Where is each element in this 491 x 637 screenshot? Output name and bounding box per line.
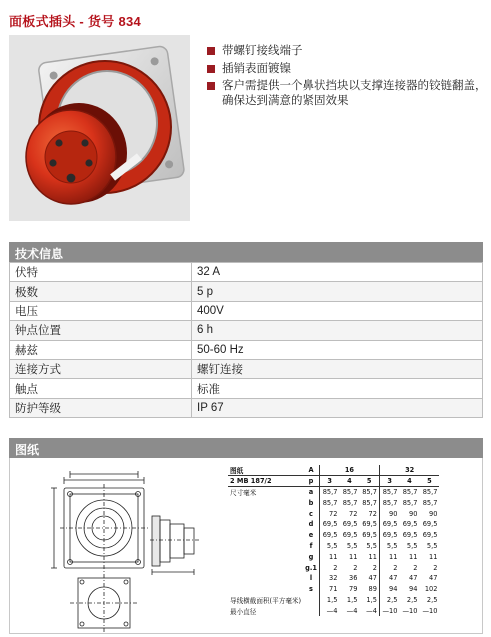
dim-row-label: 导线横截面积(平方毫米) bbox=[230, 596, 302, 605]
spec-value: 6 h bbox=[192, 321, 483, 340]
dim-cell: 5,5 bbox=[379, 541, 399, 552]
dim-header-label: 图纸 bbox=[228, 465, 303, 476]
dim-cell: 47 bbox=[429, 574, 438, 583]
dim-row-sym: g bbox=[308, 552, 314, 561]
dim-model: 2 MB 187/2 bbox=[228, 476, 303, 487]
page-title: 面板式插头 - 货号 834 bbox=[9, 14, 142, 29]
spec-value: 32 A bbox=[192, 263, 483, 282]
dim-cell: 1,5 bbox=[319, 595, 339, 606]
table-row bbox=[10, 321, 483, 340]
table-row bbox=[10, 263, 483, 282]
table-row bbox=[228, 530, 439, 541]
dim-cell: 85,7 bbox=[342, 488, 358, 497]
dim-cell: 47 bbox=[409, 574, 418, 583]
dim-pole: 3 bbox=[319, 476, 339, 487]
table-row bbox=[10, 282, 483, 301]
dim-cell: 47 bbox=[368, 574, 377, 583]
dim-row-sym: f bbox=[309, 541, 313, 550]
dim-cell: 2 bbox=[353, 563, 358, 572]
dim-row-label bbox=[228, 497, 303, 508]
dim-cell: 94 bbox=[379, 584, 399, 595]
table-row bbox=[228, 487, 439, 498]
spec-key: 电压 bbox=[10, 301, 192, 320]
table-row bbox=[228, 605, 439, 616]
dim-row-label bbox=[228, 541, 303, 552]
dim-row-sym: a bbox=[308, 488, 314, 497]
dim-cell: 85,7 bbox=[362, 498, 377, 507]
dim-row-sym: b bbox=[308, 498, 314, 507]
spec-value: 50-60 Hz bbox=[192, 340, 483, 359]
spec-value: 400V bbox=[192, 301, 483, 320]
spec-value: 5 p bbox=[192, 282, 483, 301]
table-row bbox=[10, 340, 483, 359]
feature-item bbox=[207, 79, 487, 108]
dim-cell: 71 bbox=[319, 584, 339, 595]
dim-cell: 85,7 bbox=[362, 488, 377, 497]
bullet-icon bbox=[207, 47, 215, 55]
spec-key: 伏特 bbox=[10, 263, 192, 282]
feature-item bbox=[207, 44, 487, 59]
dim-cell: 2,5 bbox=[406, 595, 418, 604]
table-row bbox=[228, 541, 439, 552]
dim-cell: 11 bbox=[319, 551, 339, 562]
dim-cell: 5,5 bbox=[426, 541, 438, 550]
dim-cell: 11 bbox=[429, 552, 438, 561]
dim-cell: 11 bbox=[379, 551, 399, 562]
dim-cell: 2 bbox=[433, 563, 438, 572]
dim-cell: 85,7 bbox=[422, 498, 438, 507]
dim-row-sym: c bbox=[309, 509, 313, 518]
dim-cell: 69,5 bbox=[319, 530, 339, 541]
dim-cell: 1,5 bbox=[346, 595, 358, 604]
dim-cell: 72 bbox=[368, 509, 377, 518]
dim-cell: 47 bbox=[379, 573, 399, 584]
bullet-icon bbox=[207, 65, 215, 73]
dim-row-sym bbox=[303, 595, 319, 606]
table-row bbox=[228, 519, 439, 530]
feature-list bbox=[207, 44, 487, 111]
dim-cell: —10 bbox=[379, 605, 399, 616]
feature-text: 插销表面镀镍 bbox=[222, 62, 291, 75]
dim-pole: 4 bbox=[399, 476, 419, 487]
dim-cell: 79 bbox=[349, 585, 358, 594]
dim-row-sym: d bbox=[308, 520, 314, 529]
spec-header: 技术信息 bbox=[9, 242, 483, 262]
dim-cell: 5,5 bbox=[346, 541, 358, 550]
dim-cell: 69,5 bbox=[379, 530, 399, 541]
dim-cell: 94 bbox=[409, 585, 418, 594]
dim-cell: 5,5 bbox=[406, 541, 418, 550]
dim-cell: 90 bbox=[429, 509, 438, 518]
bullet-icon bbox=[207, 82, 215, 90]
dim-cell: 72 bbox=[349, 509, 358, 518]
dim-cell: 90 bbox=[379, 508, 399, 519]
dim-header-sym: A bbox=[303, 465, 319, 476]
dim-pole: 3 bbox=[379, 476, 399, 487]
dim-cell: 69,5 bbox=[402, 531, 418, 540]
dim-cell: 89 bbox=[368, 585, 377, 594]
dim-row-label: 尺寸毫米 bbox=[230, 489, 257, 498]
spec-key: 触点 bbox=[10, 379, 192, 398]
dim-cell: —4 bbox=[346, 606, 358, 615]
dim-cell: 85,7 bbox=[319, 497, 339, 508]
dim-cell: 69,5 bbox=[379, 519, 399, 530]
dim-group-32: 32 bbox=[379, 465, 439, 476]
dim-row-label bbox=[228, 584, 303, 595]
spec-value: IP 67 bbox=[192, 398, 483, 417]
dim-row-label bbox=[228, 573, 303, 584]
dim-row-label bbox=[228, 530, 303, 541]
table-header-row bbox=[228, 476, 439, 487]
table-header-row bbox=[228, 465, 439, 476]
plug-image bbox=[9, 35, 190, 221]
dim-cell: 72 bbox=[319, 508, 339, 519]
dim-cell: 69,5 bbox=[342, 520, 358, 529]
dim-cell: 2,5 bbox=[379, 595, 399, 606]
dim-cell: 36 bbox=[349, 574, 358, 583]
dim-cell: 69,5 bbox=[422, 531, 438, 540]
dim-row-sym: e bbox=[308, 531, 314, 540]
dim-cell: 85,7 bbox=[422, 488, 438, 497]
table-row bbox=[10, 301, 483, 320]
dim-cell: 69,5 bbox=[362, 520, 377, 529]
dim-cell: 69,5 bbox=[319, 519, 339, 530]
dim-cell: 69,5 bbox=[342, 531, 358, 540]
dim-row-label: 最小直径 bbox=[230, 607, 257, 616]
spec-key: 钟点位置 bbox=[10, 321, 192, 340]
dim-cell: 1,5 bbox=[366, 595, 377, 604]
dim-row-sym: g.1 bbox=[305, 563, 317, 572]
spec-value: 螺钉连接 bbox=[192, 359, 483, 378]
dim-row-label bbox=[228, 562, 303, 573]
spec-key: 连接方式 bbox=[10, 359, 192, 378]
dim-cell: —4 bbox=[366, 606, 377, 615]
dim-cell: 85,7 bbox=[342, 498, 358, 507]
dim-row-label bbox=[228, 551, 303, 562]
feature-text: 客户需提供一个鼻状挡块以支撑连接器的铰链翻盖，确保达到满意的紧固效果 bbox=[222, 80, 487, 107]
dim-cell: —10 bbox=[422, 606, 438, 615]
dim-cell: —10 bbox=[402, 606, 418, 615]
dim-pole: 5 bbox=[359, 476, 379, 487]
dim-cell: 2 bbox=[372, 563, 377, 572]
table-row bbox=[10, 359, 483, 378]
dim-cell: 11 bbox=[409, 552, 418, 561]
table-row bbox=[10, 379, 483, 398]
dim-cell: 32 bbox=[319, 573, 339, 584]
dim-row-label bbox=[228, 519, 303, 530]
dim-cell: 102 bbox=[424, 585, 438, 594]
dim-cell: 69,5 bbox=[422, 520, 438, 529]
table-row bbox=[228, 497, 439, 508]
dim-cell: 85,7 bbox=[319, 487, 339, 498]
dim-cell: 85,7 bbox=[379, 487, 399, 498]
table-row bbox=[228, 508, 439, 519]
dim-row-sym: s bbox=[309, 585, 313, 594]
dim-cell: 85,7 bbox=[402, 488, 418, 497]
dim-cell: 85,7 bbox=[379, 497, 399, 508]
dim-model-sym: p bbox=[303, 476, 319, 487]
product-photo bbox=[9, 35, 190, 221]
spec-table bbox=[9, 262, 483, 418]
drawing-header: 图纸 bbox=[9, 438, 483, 458]
dim-cell: 11 bbox=[349, 552, 358, 561]
dim-group-16: 16 bbox=[319, 465, 379, 476]
dim-pole: 5 bbox=[419, 476, 439, 487]
dimension-table bbox=[228, 465, 439, 616]
feature-text: 带螺钉接线端子 bbox=[222, 45, 303, 57]
dim-cell: 2 bbox=[319, 562, 339, 573]
dim-cell: 5,5 bbox=[366, 541, 377, 550]
feature-item bbox=[207, 62, 487, 77]
table-row bbox=[10, 398, 483, 417]
dim-row-sym: l bbox=[309, 574, 313, 583]
technical-drawing bbox=[34, 470, 224, 632]
table-row bbox=[228, 562, 439, 573]
dim-cell: 2,5 bbox=[426, 595, 438, 604]
spec-key: 极数 bbox=[10, 282, 192, 301]
spec-key: 赫兹 bbox=[10, 340, 192, 359]
spec-value: 标准 bbox=[192, 379, 483, 398]
dim-cell: 90 bbox=[409, 509, 418, 518]
dim-cell: 2 bbox=[379, 562, 399, 573]
dim-cell: 69,5 bbox=[402, 520, 418, 529]
dim-cell: 85,7 bbox=[402, 498, 418, 507]
dim-cell: —4 bbox=[319, 605, 339, 616]
spec-key: 防护等级 bbox=[10, 398, 192, 417]
table-row bbox=[228, 551, 439, 562]
dim-row-label bbox=[228, 508, 303, 519]
dim-cell: 69,5 bbox=[362, 531, 377, 540]
dim-cell: 5,5 bbox=[319, 541, 339, 552]
dim-row-sym bbox=[303, 605, 319, 616]
dim-pole: 4 bbox=[339, 476, 359, 487]
table-row bbox=[228, 584, 439, 595]
dim-cell: 2 bbox=[413, 563, 418, 572]
dim-cell: 11 bbox=[368, 552, 377, 561]
table-row bbox=[228, 595, 439, 606]
table-row bbox=[228, 573, 439, 584]
